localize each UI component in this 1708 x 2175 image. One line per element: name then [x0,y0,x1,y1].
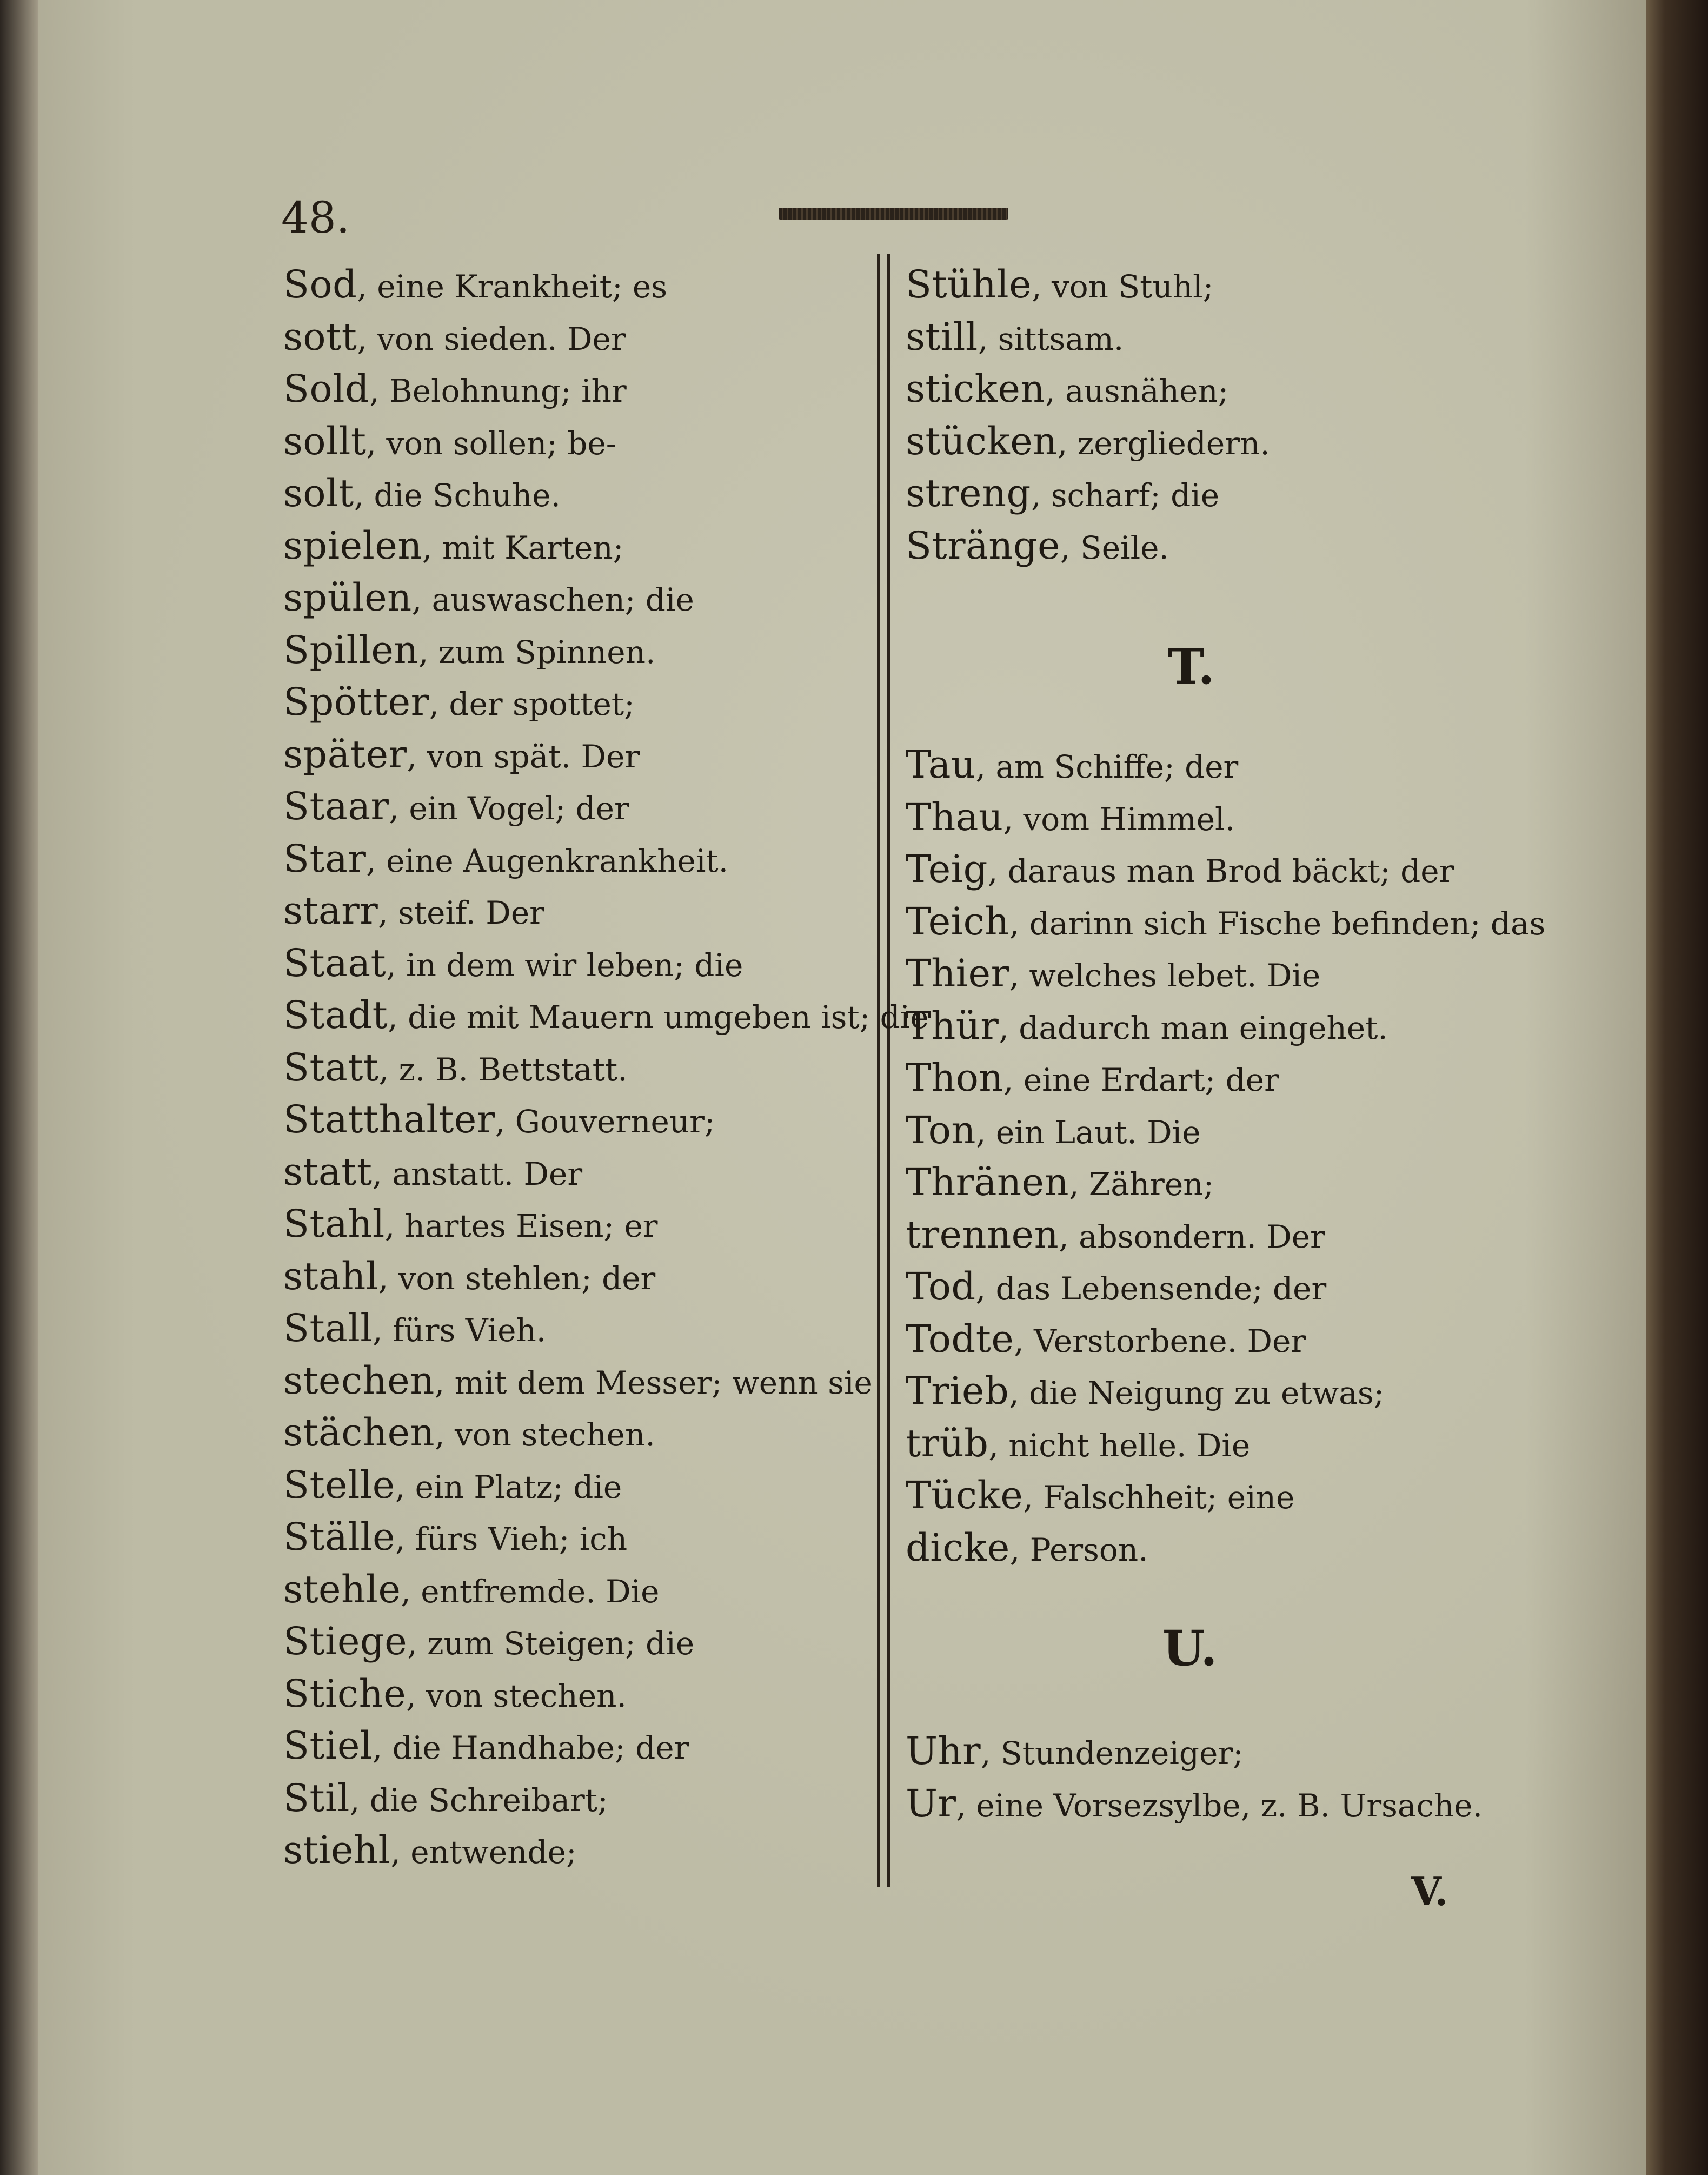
entry-gloss: , ein Vogel; der [389,790,629,827]
dictionary-entry [283,1146,873,1198]
entry-gloss: , ausnähen; [1045,373,1229,409]
entry-headword: stehle [283,1567,401,1612]
entry-gloss: , hartes Eisen; er [384,1208,658,1244]
dictionary-entry [283,363,873,415]
dictionary-entry [283,311,873,363]
entry-gloss: , der spottet; [429,686,635,722]
entry-headword: sticken [906,367,1046,411]
dictionary-entry [906,520,1484,572]
entry-gloss: , steif. Der [378,894,544,931]
dictionary-entry [906,1417,1484,1470]
entry-gloss: , zergliedern. [1057,425,1270,462]
dictionary-entry [906,1313,1484,1365]
entry-gloss: , Person. [1009,1531,1148,1568]
dictionary-entry [906,1000,1484,1052]
dictionary-entry [283,989,929,1042]
entry-headword: sott [283,314,357,359]
entry-gloss: , fürs Vieh; ich [395,1521,628,1557]
entry-gloss: , zum Steigen; die [407,1625,695,1662]
dictionary-entry [906,467,1484,520]
dictionary-entry [283,1355,873,1407]
dictionary-entry [283,937,873,990]
entry-headword: Stil [283,1775,350,1820]
entry-headword: stächen [283,1410,435,1455]
entry-headword: streng [906,471,1031,515]
dictionary-entry [906,1469,1484,1522]
entry-gloss: , eine Krankheit; es [357,268,668,305]
entry-gloss: , absondern. Der [1059,1218,1325,1255]
entry-headword: Tau [906,742,976,787]
entry-gloss: , die Schuhe. [354,477,561,514]
entry-headword: stiehl [283,1828,391,1872]
entry-gloss: , scharf; die [1031,477,1220,514]
entry-gloss: , Gouverneur; [495,1103,715,1140]
entry-headword: Stiche [283,1671,407,1716]
entry-gloss: , von sieden. Der [357,320,626,357]
entry-gloss: , in dem wir leben; die [386,946,743,984]
entry-headword: Stühle [906,262,1032,307]
entry-gloss: , von Stuhl; [1032,268,1214,305]
dictionary-entry [906,1209,1484,1261]
entry-headword: dicke [906,1525,1010,1570]
dictionary-entry [283,415,873,468]
dictionary-entry [283,467,873,520]
dictionary-entry [906,1522,1484,1574]
dictionary-entry [283,1668,873,1720]
page-number: 48. [281,193,350,243]
entry-gloss: , Belohnung; ihr [369,373,627,409]
entry-gloss: , Stundenzeiger; [981,1735,1244,1772]
entry-gloss: , mit dem Messer; wenn sie [434,1364,873,1401]
dictionary-entry [906,791,1484,844]
entry-headword: statt [283,1149,373,1194]
dictionary-entry [906,1725,1484,1778]
entry-gloss: , die mit Mauern umgeben ist; die [388,999,929,1036]
entry-gloss: , die Handhabe; der [372,1729,689,1766]
entry-gloss: , das Lebensende; der [975,1270,1327,1307]
entry-headword: stechen [283,1358,435,1403]
entry-headword: Todte [906,1316,1014,1361]
dictionary-entry [283,624,873,677]
entry-headword: solt [283,471,354,515]
right-column-u-entries [906,1725,1484,1829]
entry-headword: spielen [283,523,422,568]
dictionary-entry [283,1093,873,1146]
entry-gloss: , von stechen. [406,1677,627,1714]
entry-gloss: , Falschheit; eine [1023,1479,1295,1516]
entry-headword: Stränge [906,523,1061,568]
dictionary-entry [283,1615,873,1668]
dictionary-entry [906,1261,1484,1313]
entry-gloss: , Zähren; [1069,1166,1214,1203]
page-edge-right [1646,0,1708,2175]
entry-headword: still [906,314,978,359]
entry-gloss: , fürs Vieh. [373,1312,547,1349]
entry-headword: trüb [906,1421,989,1466]
entry-headword: Sold [283,367,370,411]
dictionary-entry [906,739,1484,791]
entry-headword: Ton [906,1108,976,1152]
entry-gloss: , am Schiffe; der [975,748,1239,785]
entry-headword: Thon [906,1056,1003,1100]
entry-gloss: , die Neigung zu etwas; [1009,1375,1385,1411]
entry-headword: Thür [906,1003,999,1048]
entry-headword: Statthalter [283,1097,495,1142]
column-divider [877,254,890,1887]
dictionary-entry [906,1156,1484,1209]
dictionary-entry [906,1104,1484,1157]
entry-headword: Thau [906,794,1003,839]
dictionary-entry [906,1052,1484,1104]
entry-gloss: , mit Karten; [422,529,624,566]
entry-headword: Staar [283,784,389,828]
entry-headword: spülen [283,575,412,620]
entry-headword: Stiel [283,1723,373,1768]
entry-gloss: , z. B. Bettstatt. [378,1051,628,1088]
right-column-s-entries [906,258,1484,572]
entry-gloss: , die Schreibart; [349,1781,608,1819]
entry-gloss: , entfremde. Die [401,1573,660,1610]
entry-headword: Trieb [906,1369,1009,1413]
entry-headword: Uhr [906,1729,981,1773]
entry-headword: Spötter [283,680,429,724]
section-heading-t: T. [1168,638,1215,695]
entry-headword: Ställe [283,1515,396,1559]
entry-headword: Stelle [283,1462,395,1507]
entry-headword: Statt [283,1045,379,1090]
dictionary-entry [906,415,1484,468]
entry-headword: stücken [906,419,1058,463]
dictionary-entry [283,1563,873,1616]
entry-headword: Spillen [283,627,418,672]
entry-headword: Tod [906,1264,976,1309]
entry-headword: Stall [283,1306,373,1350]
entry-gloss: , Verstorbene. Der [1014,1322,1306,1360]
dictionary-entry [283,258,873,311]
dictionary-entry [283,1042,873,1094]
left-column-entries [283,258,929,1876]
dictionary-entry [906,1778,1484,1830]
dictionary-entry [283,1407,873,1459]
entry-gloss: , anstatt. Der [372,1155,583,1192]
entry-headword: sollt [283,419,367,463]
entry-gloss: , welches lebet. Die [1009,957,1321,994]
entry-headword: Sod [283,262,357,307]
entry-gloss: , dadurch man eingehet. [999,1009,1388,1046]
entry-gloss: , von stehlen; der [378,1259,656,1297]
entry-headword: Thränen [906,1160,1069,1204]
entry-headword: starr [283,888,378,933]
entry-gloss: , entwende; [390,1834,577,1871]
dictionary-entry [283,1824,873,1876]
dictionary-entry [906,896,1546,948]
entry-gloss: , von spät. Der [407,738,640,775]
dictionary-entry [283,676,873,728]
dictionary-entry [283,1302,873,1355]
dictionary-entry [283,520,873,572]
dictionary-entry [283,833,873,885]
entry-headword: Ur [906,1781,956,1826]
dictionary-entry [283,1459,873,1511]
entry-gloss: , eine Vorsezsylbe, z. B. Ursache. [956,1787,1483,1824]
entry-headword: später [283,732,407,777]
entry-gloss: , ein Platz; die [395,1468,622,1506]
entry-gloss: , auswaschen; die [411,581,694,618]
entry-headword: Teich [906,899,1009,944]
entry-gloss: , eine Augenkrankheit. [366,842,729,879]
entry-gloss: , von stechen. [435,1416,655,1453]
dictionary-entry [283,1511,873,1563]
dictionary-entry [283,572,873,624]
entry-headword: Thier [906,951,1009,996]
entry-gloss: , zum Spinnen. [418,633,656,671]
dictionary-entry [906,363,1484,415]
entry-headword: Stadt [283,993,388,1037]
entry-headword: Stahl [283,1202,385,1246]
dictionary-entry [283,1198,873,1250]
entry-gloss: , Seile. [1060,529,1169,566]
dictionary-entry [906,947,1484,1000]
entry-headword: Staat [283,940,387,985]
dictionary-entry [283,728,873,781]
right-column-t-entries [906,739,1546,1574]
entry-gloss: , daraus man Brod bäckt; der [987,853,1454,890]
entry-headword: Stiege [283,1619,408,1663]
header-ornament-rule [779,208,1008,220]
dictionary-entry [906,258,1484,311]
dictionary-entry [906,1365,1484,1417]
dictionary-entry [283,885,873,937]
entry-headword: trennen [906,1212,1059,1257]
catchword: V. [1411,1868,1448,1914]
entry-headword: Tücke [906,1473,1024,1517]
entry-headword: Teig [906,847,988,891]
entry-headword: stahl [283,1254,378,1298]
entry-gloss: , vom Himmel. [1003,800,1235,838]
entry-gloss: , sittsam. [978,320,1124,357]
dictionary-entry [906,843,1484,896]
entry-gloss: , nicht helle. Die [988,1427,1251,1464]
dictionary-entry [906,311,1484,363]
dictionary-entry [283,1720,873,1772]
section-heading-u: U. [1162,1620,1218,1677]
dictionary-entry [283,1250,873,1303]
entry-headword: Star [283,836,367,881]
entry-gloss: , ein Laut. Die [975,1113,1201,1151]
entry-gloss: , eine Erdart; der [1003,1062,1279,1098]
dictionary-entry [283,780,873,833]
entry-gloss: , darinn sich Fische befinden; das [1009,905,1546,942]
entry-gloss: , von sollen; be- [366,425,617,462]
dictionary-entry [283,1772,873,1825]
